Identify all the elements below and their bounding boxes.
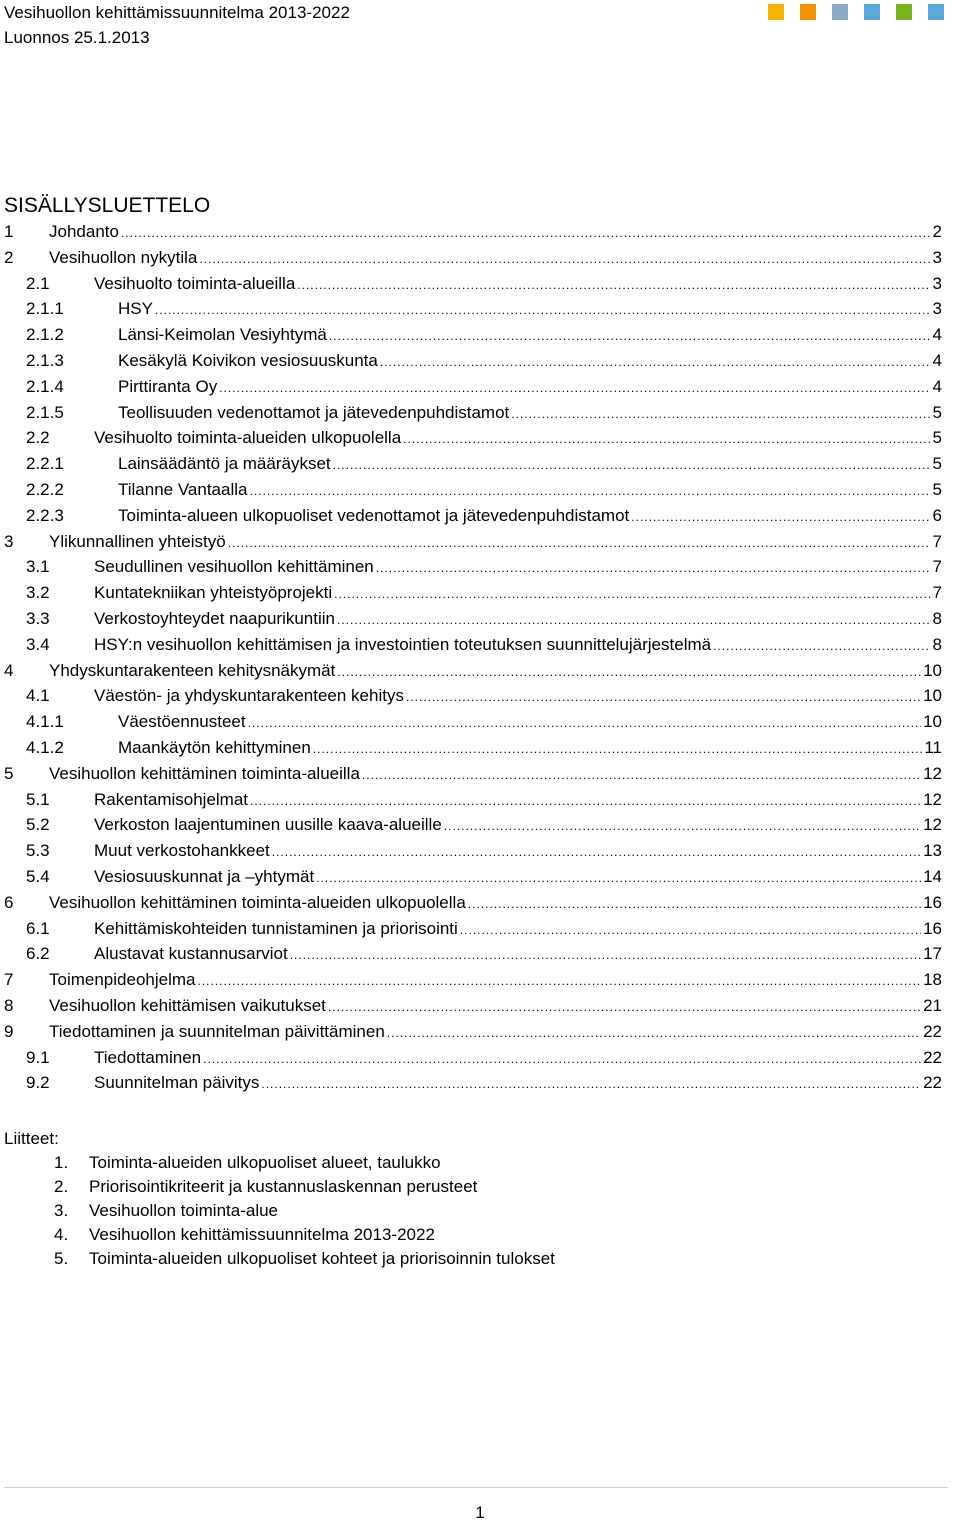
toc-entry[interactable]	[4, 1019, 942, 1045]
toc-entry-number: 3.2	[26, 583, 50, 603]
toc-leader-dots	[261, 1072, 921, 1098]
toc-entry[interactable]	[4, 271, 942, 297]
toc-entry-title: Väestöennusteet	[118, 712, 246, 732]
toc-entry-page: 7	[932, 557, 942, 577]
toc-entry-page: 10	[923, 712, 942, 732]
toc-entry-title: Vesihuollon kehittäminen toiminta-alueilla	[49, 763, 360, 783]
toc-leader-dots	[219, 376, 930, 402]
toc-leader-dots	[376, 556, 931, 582]
attachment-text: Vesihuollon kehittämissuunnitelma 2013-2022	[89, 1225, 435, 1244]
toc-leader-dots	[631, 505, 930, 531]
toc-entry-title: HSY:n vesihuollon kehittämisen ja investointien toteutuksen suunnittelujärjestelmä	[94, 634, 712, 654]
toc-entry-page: 8	[932, 634, 942, 654]
toc-entry-title: Verkostoyhteydet naapurikuntiin	[94, 608, 335, 628]
toc-entry-title: Vesihuolto toiminta-alueilla	[94, 273, 296, 293]
toc-entry[interactable]	[4, 812, 942, 838]
attachment-text: Toiminta-alueiden ulkopuoliset kohteet ja priorisoinnin tulokset	[89, 1249, 555, 1268]
toc-leader-dots	[313, 737, 923, 763]
toc-entry-number: 9.1	[26, 1047, 50, 1067]
toc-entry[interactable]	[4, 322, 942, 348]
toc-entry[interactable]	[4, 606, 942, 632]
toc-entry-page: 12	[923, 789, 942, 809]
brand-square	[928, 4, 944, 20]
toc-entry-page: 4	[932, 325, 942, 345]
toc-leader-dots	[272, 840, 921, 866]
attachment-number: 5.	[54, 1249, 69, 1268]
toc-entry-page: 18	[923, 970, 942, 990]
toc-leader-dots	[468, 892, 921, 918]
toc-entry-title: Toimenpideohjelma	[49, 970, 196, 990]
brand-squares	[768, 4, 944, 20]
footer-divider	[4, 1487, 948, 1488]
toc-entry-title: HSY	[118, 299, 153, 319]
toc-entry-number: 2.1	[26, 273, 50, 293]
toc-entry-title: Verkoston laajentuminen uusille kaava-alueille	[94, 815, 442, 835]
toc-entry-number: 6	[4, 892, 14, 912]
toc-title: SISÄLLYSLUETTELO	[4, 194, 211, 217]
toc-leader-dots	[460, 918, 921, 944]
attachment-item	[54, 1151, 555, 1175]
toc-entry-number: 2.2.2	[26, 479, 64, 499]
toc-leader-dots	[337, 608, 931, 634]
toc-entry-number: 5.4	[26, 866, 50, 886]
toc-entry-title: Länsi-Keimolan Vesiyhtymä	[118, 325, 327, 345]
toc-leader-dots	[290, 943, 921, 969]
toc-leader-dots	[333, 453, 931, 479]
toc-leader-dots	[155, 298, 931, 324]
toc-entry[interactable]	[4, 400, 942, 426]
toc-entry-title: Alustavat kustannusarviot	[94, 944, 288, 964]
toc-entry-number: 2.1.3	[26, 350, 64, 370]
toc-entry-page: 4	[932, 376, 942, 396]
toc-leader-dots	[203, 1047, 921, 1073]
toc-entry-title: Lainsäädäntö ja määräykset	[118, 454, 331, 474]
toc-entry-title: Suunnitelman päivitys	[94, 1073, 260, 1093]
toc-entry[interactable]	[4, 451, 942, 477]
document-title: Vesihuollon kehittämissuunnitelma 2013-2022	[4, 3, 350, 22]
attachment-number: 1.	[54, 1153, 69, 1172]
toc-entry[interactable]	[4, 941, 942, 967]
toc-entry[interactable]	[4, 658, 942, 684]
toc-entry-number: 6.2	[26, 944, 50, 964]
toc-entry-page: 12	[923, 815, 942, 835]
attachment-item	[54, 1175, 555, 1199]
toc-entry-page: 5	[932, 479, 942, 499]
toc-entry-number: 3.1	[26, 557, 50, 577]
document-version: Luonnos 25.1.2013	[4, 28, 150, 47]
toc-entry-number: 2.1.2	[26, 325, 64, 345]
toc-entry-title: Maankäytön kehittyminen	[118, 737, 311, 757]
toc-entry-title: Muut verkostohankkeet	[94, 841, 270, 861]
toc-leader-dots	[250, 789, 921, 815]
toc-entry[interactable]	[4, 425, 942, 451]
toc-entry-number: 2.2.3	[26, 505, 64, 525]
toc-entry-page: 6	[932, 505, 942, 525]
toc-leader-dots	[249, 479, 930, 505]
toc-entry-page: 16	[923, 892, 942, 912]
toc-entry-page: 21	[923, 995, 942, 1015]
toc-entry[interactable]	[4, 296, 942, 322]
toc-leader-dots	[380, 350, 931, 376]
toc-entry-number: 5.1	[26, 789, 50, 809]
toc-entry-title: Pirttiranta Oy	[118, 376, 218, 396]
toc-leader-dots	[337, 660, 921, 686]
toc-entry-title: Tiedottaminen ja suunnitelman päivittäminen	[49, 1021, 385, 1041]
toc-entry[interactable]	[4, 916, 942, 942]
toc-entry-title: Tiedottaminen	[94, 1047, 202, 1067]
toc-entry[interactable]	[4, 838, 942, 864]
brand-square	[768, 4, 784, 20]
toc-entry[interactable]	[4, 1070, 942, 1096]
toc-entry[interactable]	[4, 245, 942, 271]
toc-entry-title: Kesäkylä Koivikon vesiosuuskunta	[118, 350, 378, 370]
toc-entry-number: 4.1.1	[26, 712, 64, 732]
toc-entry-page: 13	[923, 841, 942, 861]
brand-square	[800, 4, 816, 20]
toc-entry[interactable]	[4, 735, 942, 761]
attachment-item	[54, 1199, 555, 1223]
toc-entry[interactable]	[4, 761, 942, 787]
toc-leader-dots	[328, 995, 921, 1021]
toc-entry[interactable]	[4, 477, 942, 503]
toc-entry[interactable]	[4, 348, 942, 374]
brand-square	[864, 4, 880, 20]
toc-leader-dots	[329, 324, 931, 350]
toc-entry-page: 14	[923, 866, 942, 886]
toc-entry-title: Kehittämiskohteiden tunnistaminen ja priorisointi	[94, 918, 458, 938]
toc-entry-title: Vesihuollon kehittäminen toiminta-alueiden ulkopuolella	[49, 892, 466, 912]
toc-entry-number: 1	[4, 222, 14, 241]
toc-entry-page: 16	[923, 918, 942, 938]
toc-entry[interactable]	[4, 864, 942, 890]
toc-leader-dots	[316, 866, 921, 892]
toc-entry-title: Vesiosuuskunnat ja –yhtymät	[94, 866, 315, 886]
toc-entry-title: Vesihuolto toiminta-alueiden ulkopuolella	[94, 428, 402, 448]
toc-entry-title: Vesihuollon kehittämisen vaikutukset	[49, 995, 326, 1015]
toc-entry-page: 22	[923, 1047, 942, 1067]
toc-entry[interactable]	[4, 632, 942, 658]
attachment-item	[54, 1223, 555, 1247]
toc-entry[interactable]	[4, 219, 942, 245]
page-number: 1	[475, 1503, 485, 1522]
toc-entry[interactable]	[4, 529, 942, 555]
toc-entry[interactable]	[4, 503, 942, 529]
attachments-list	[54, 1151, 555, 1271]
toc-entry-number: 2.2	[26, 428, 50, 448]
toc-entry-title: Yhdyskuntarakenteen kehitysnäkymät	[49, 660, 336, 680]
toc-leader-dots	[248, 711, 921, 737]
brand-square	[896, 4, 912, 20]
document-header	[4, 0, 350, 50]
toc-entry-title: Johdanto	[49, 222, 119, 241]
toc-entry-number: 4.1	[26, 686, 50, 706]
attachment-item	[54, 1247, 555, 1271]
toc-entry-title: Kuntatekniikan yhteistyöprojekti	[94, 583, 333, 603]
toc-entry-number: 5.2	[26, 815, 50, 835]
toc-entry-title: Ylikunnallinen yhteistyö	[49, 531, 226, 551]
toc-entry-page: 22	[923, 1021, 942, 1041]
toc-entry[interactable]	[4, 993, 942, 1019]
toc-entry-page: 8	[932, 608, 942, 628]
toc-leader-dots	[362, 763, 921, 789]
toc-entry[interactable]	[4, 787, 942, 813]
attachment-number: 2.	[54, 1177, 69, 1196]
toc-entry[interactable]	[4, 890, 942, 916]
toc-leader-dots	[297, 273, 930, 299]
toc-entry-page: 11	[924, 737, 942, 757]
toc-entry-number: 2.1.4	[26, 376, 64, 396]
toc-entry-page: 10	[923, 660, 942, 680]
toc-entry-title: Väestön- ja yhdyskuntarakenteen kehitys	[94, 686, 404, 706]
toc-entry-page: 17	[923, 944, 942, 964]
toc-leader-dots	[406, 685, 921, 711]
toc-entry-page: 3	[932, 273, 942, 293]
toc-entry-number: 4	[4, 660, 14, 680]
toc-leader-dots	[334, 582, 930, 608]
toc-entry-title: Rakentamisohjelmat	[94, 789, 249, 809]
table-of-contents	[4, 219, 942, 1096]
toc-entry[interactable]	[4, 554, 942, 580]
toc-entry-page: 5	[932, 428, 942, 448]
toc-entry[interactable]	[4, 709, 942, 735]
toc-leader-dots	[228, 531, 931, 557]
toc-entry-number: 3.4	[26, 634, 50, 654]
attachment-text: Toiminta-alueiden ulkopuoliset alueet, taulukko	[89, 1153, 441, 1172]
toc-entry-page: 7	[932, 531, 942, 551]
brand-square	[832, 4, 848, 20]
toc-entry-number: 2.2.1	[26, 454, 64, 474]
toc-entry-title: Seudullinen vesihuollon kehittäminen	[94, 557, 374, 577]
attachment-number: 3.	[54, 1201, 69, 1220]
toc-leader-dots	[511, 402, 930, 428]
toc-entry-number: 2.1.5	[26, 402, 64, 422]
toc-entry-number: 8	[4, 995, 14, 1015]
toc-entry-page: 2	[932, 222, 942, 241]
toc-entry-number: 6.1	[26, 918, 50, 938]
toc-entry-number: 5.3	[26, 841, 50, 861]
toc-entry-page: 10	[923, 686, 942, 706]
toc-entry[interactable]	[4, 374, 942, 400]
toc-leader-dots	[713, 634, 930, 660]
toc-entry-page: 7	[932, 583, 942, 603]
toc-leader-dots	[403, 427, 930, 453]
toc-entry-page: 22	[923, 1073, 942, 1093]
toc-entry-page: 3	[932, 247, 942, 267]
toc-entry[interactable]	[4, 967, 942, 993]
toc-entry-number: 3.3	[26, 608, 50, 628]
toc-entry-title: Toiminta-alueen ulkopuoliset vedenottamot ja jätevedenpuhdistamot	[118, 505, 630, 525]
toc-entry-number: 3	[4, 531, 14, 551]
toc-entry-title: Teollisuuden vedenottamot ja jätevedenpuhdistamot	[118, 402, 510, 422]
toc-entry-number: 4.1.2	[26, 737, 64, 757]
toc-entry[interactable]	[4, 580, 942, 606]
toc-leader-dots	[387, 1021, 921, 1047]
toc-entry-number: 2	[4, 247, 14, 267]
toc-leader-dots	[444, 814, 921, 840]
toc-entry-page: 3	[932, 299, 942, 319]
toc-entry-page: 5	[932, 402, 942, 422]
toc-entry-number: 9.2	[26, 1073, 50, 1093]
attachment-number: 4.	[54, 1225, 69, 1244]
toc-entry[interactable]	[4, 683, 942, 709]
toc-entry-number: 2.1.1	[26, 299, 64, 319]
toc-entry-number: 9	[4, 1021, 14, 1041]
toc-entry-page: 5	[932, 454, 942, 474]
toc-entry-number: 7	[4, 970, 14, 990]
toc-leader-dots	[121, 221, 931, 247]
attachment-text: Priorisointikriteerit ja kustannuslaskennan perusteet	[89, 1177, 478, 1196]
attachments-title: Liitteet:	[4, 1129, 59, 1148]
toc-entry[interactable]	[4, 1045, 942, 1071]
toc-entry-page: 12	[923, 763, 942, 783]
toc-entry-number: 5	[4, 763, 14, 783]
toc-leader-dots	[199, 247, 930, 273]
toc-entry-page: 4	[932, 350, 942, 370]
toc-leader-dots	[197, 969, 921, 995]
toc-entry-title: Vesihuollon nykytila	[49, 247, 198, 267]
toc-entry-title: Tilanne Vantaalla	[118, 479, 248, 499]
attachment-text: Vesihuollon toiminta-alue	[89, 1201, 279, 1220]
